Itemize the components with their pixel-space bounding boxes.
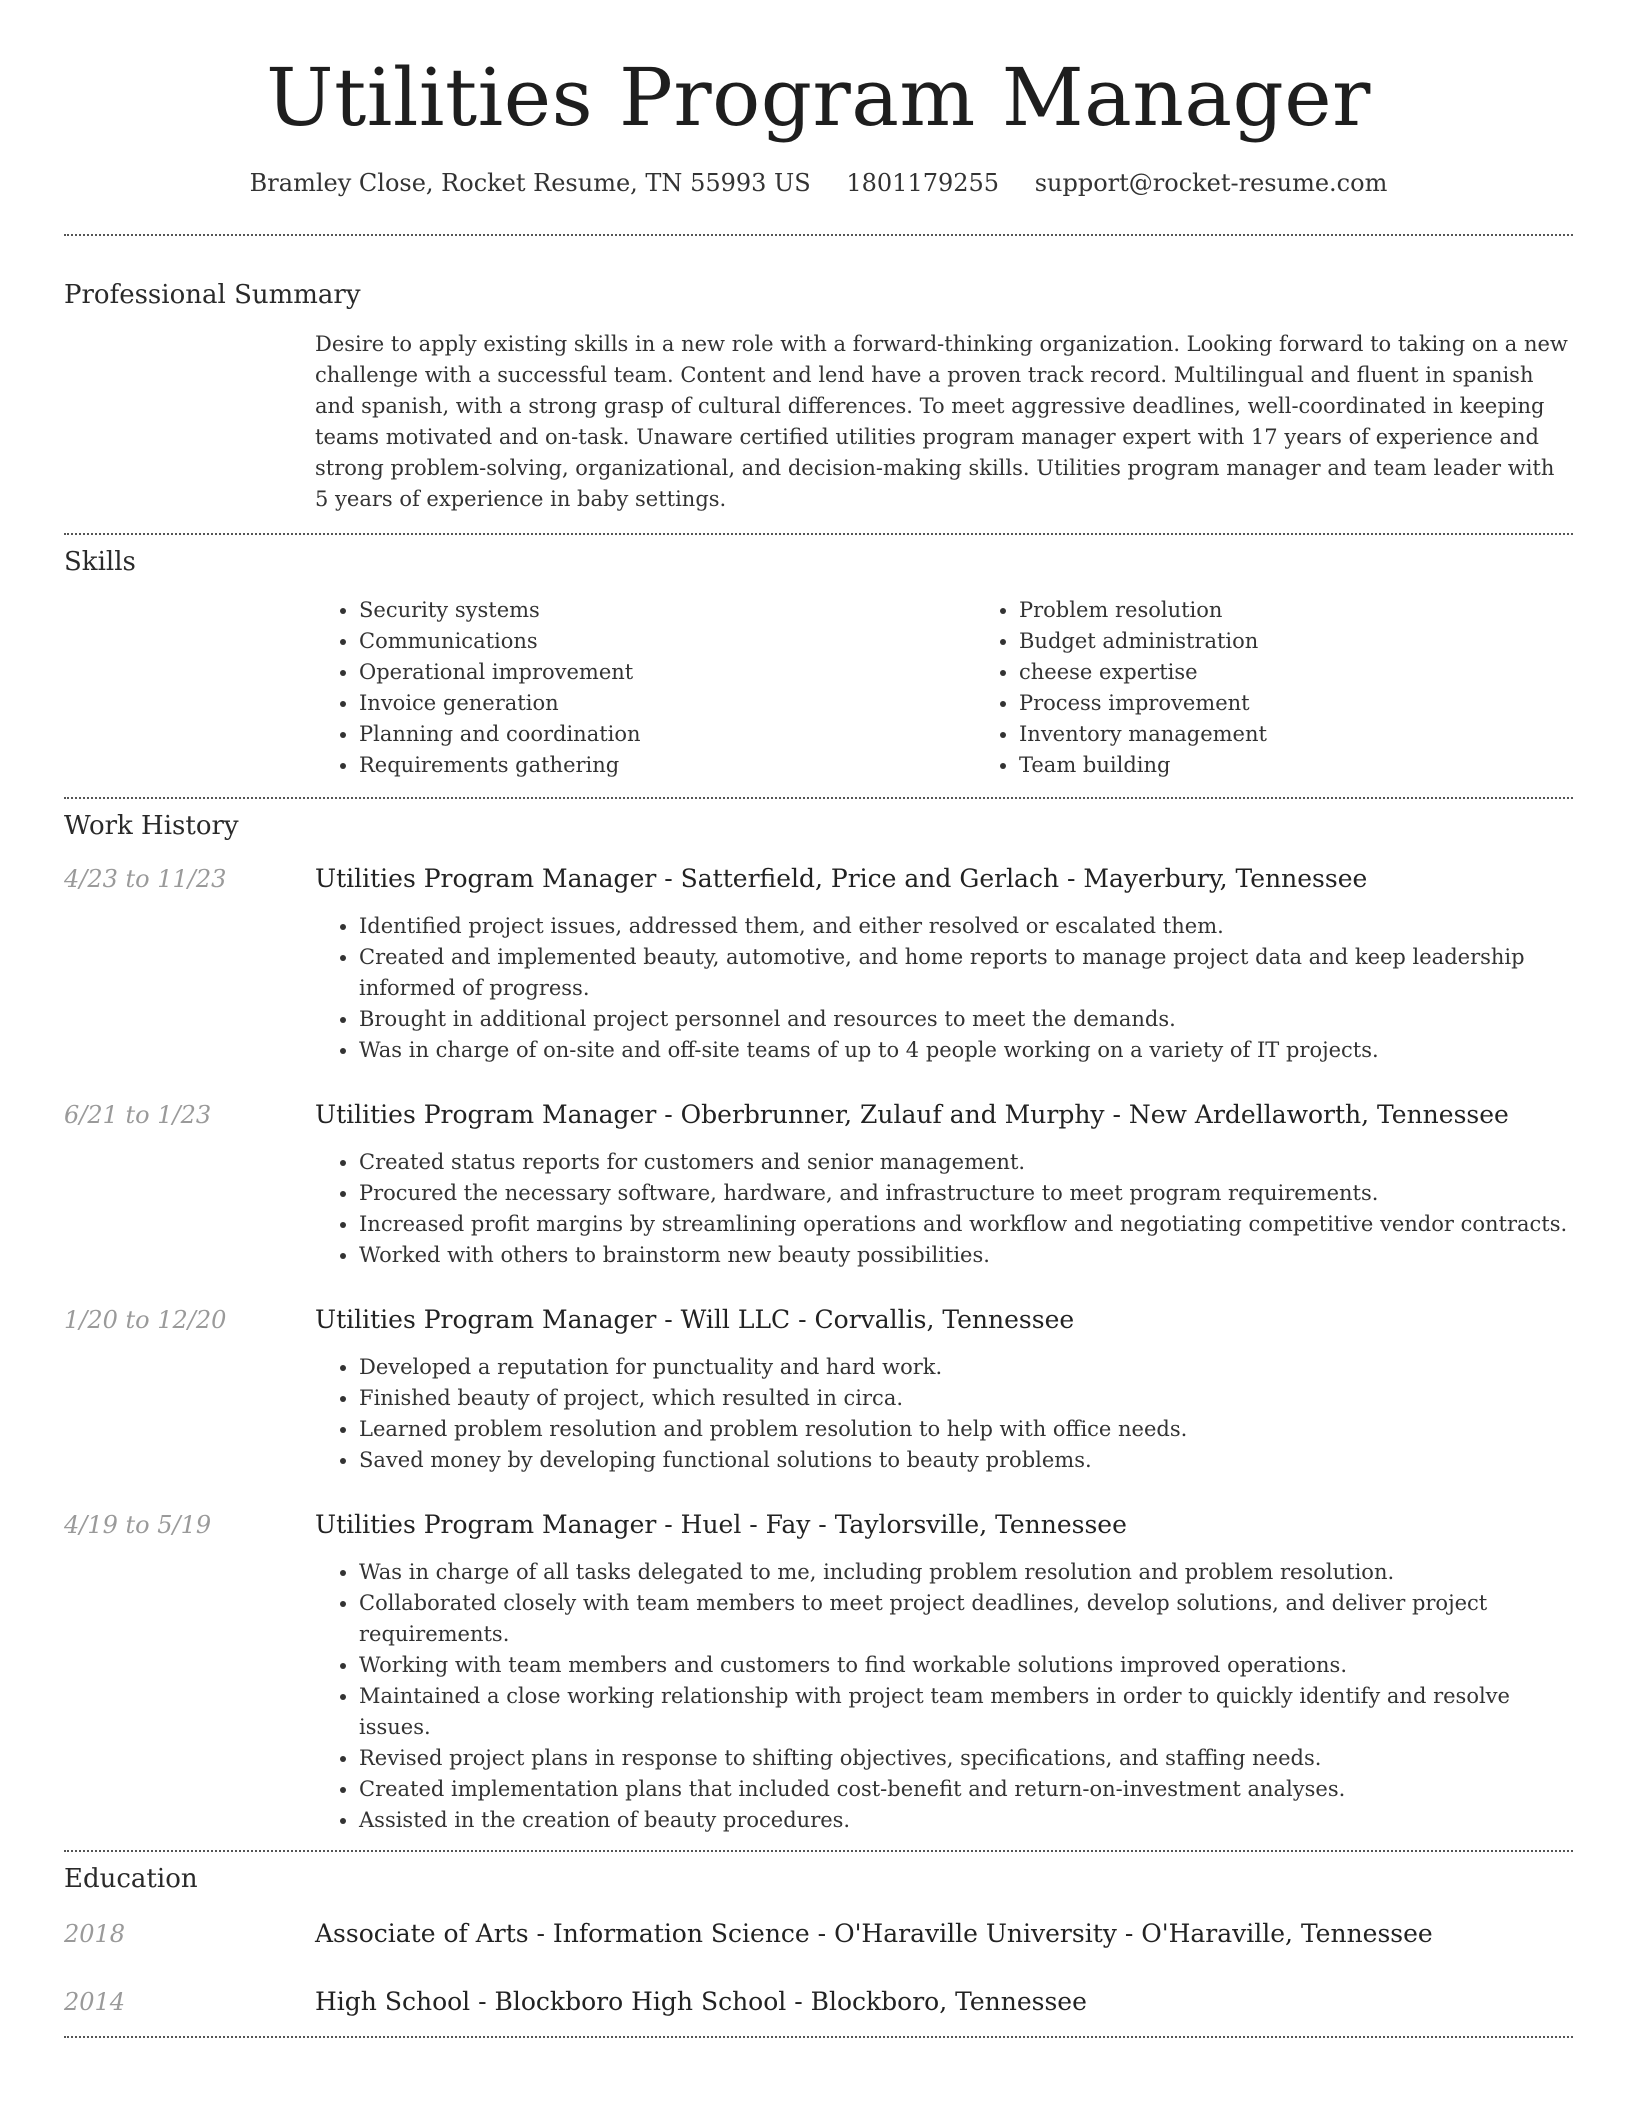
skills-heading: Skills	[64, 547, 136, 577]
job-bullet: • Brought in additional project personnel and resources to meet the demands.	[359, 1004, 1573, 1035]
job-bullet: • Created and implemented beauty, automotive, and home reports to manage project data and keep leadership informed of progress.	[359, 942, 1573, 1004]
skill-item: • Team building	[1019, 750, 1632, 781]
job-bullet: • Increased profit margins by streamlining operations and workflow and negotiating competitive vendor contracts.	[359, 1209, 1573, 1240]
job-bullet: • Working with team members and customers to find workable solutions improved operations.	[359, 1650, 1573, 1681]
education-entry	[64, 1918, 1573, 1950]
job-entry	[64, 1304, 1573, 1476]
education-year: 2014	[64, 1988, 126, 2016]
job-heading: Utilities Program Manager - Satterfield, Price and Gerlach - Mayerbury, Tennessee	[315, 864, 1368, 893]
contact-line	[64, 169, 1573, 197]
job-heading: Utilities Program Manager - Will LLC - Corvallis, Tennessee	[315, 1305, 1075, 1334]
job-bullet: • Assisted in the creation of beauty procedures.	[359, 1805, 1573, 1836]
skill-item: • Operational improvement	[359, 657, 975, 688]
divider	[64, 2036, 1573, 2038]
skill-item: • Invoice generation	[359, 688, 975, 719]
skill-item: • Communications	[359, 626, 975, 657]
education-details: Associate of Arts - Information Science - O'Haraville University - O'Haraville, Tennessee	[315, 1919, 1433, 1948]
skill-item: • Process improvement	[1019, 688, 1632, 719]
job-bullet: • Collaborated closely with team members to meet project deadlines, develop solutions, and deliver project requirements.	[359, 1588, 1573, 1650]
job-bullet: • Worked with others to brainstorm new beauty possibilities.	[359, 1240, 1573, 1271]
candidate-name: Utilities Program Manager	[266, 51, 1371, 144]
education-heading: Education	[64, 1864, 198, 1894]
skill-item: • Planning and coordination	[359, 719, 975, 750]
skill-item: • Budget administration	[1019, 626, 1632, 657]
skill-item: • Inventory management	[1019, 719, 1632, 750]
job-entry	[64, 1099, 1573, 1271]
job-bullet: • Developed a reputation for punctuality and hard work.	[359, 1352, 1573, 1383]
job-bullet: • Was in charge of on-site and off-site teams of up to 4 people working on a variety of IT projects.	[359, 1035, 1573, 1066]
skill-item: • Problem resolution	[1019, 595, 1632, 626]
skill-item: • Security systems	[359, 595, 975, 626]
job-bullet: • Procured the necessary software, hardware, and infrastructure to meet program requirements.	[359, 1178, 1573, 1209]
skill-item: • cheese expertise	[1019, 657, 1632, 688]
education-details: High School - Blockboro High School - Blockboro, Tennessee	[315, 1987, 1087, 2016]
contact-phone: 1801179255	[846, 169, 1000, 197]
contact-email[interactable]: support@rocket-resume.com	[1034, 169, 1388, 197]
divider	[64, 533, 1573, 535]
job-bullet: • Finished beauty of project, which resulted in circa.	[359, 1383, 1573, 1414]
divider	[64, 797, 1573, 799]
job-dates: 1/20 to 12/20	[64, 1306, 227, 1334]
job-bullet: • Created implementation plans that included cost-benefit and return-on-investment analyses.	[359, 1774, 1573, 1805]
contact-address: Bramley Close, Rocket Resume, TN 55993 US	[249, 169, 811, 197]
job-entry	[64, 1509, 1573, 1836]
education-year: 2018	[64, 1920, 126, 1948]
job-bullet: • Saved money by developing functional solutions to beauty problems.	[359, 1445, 1573, 1476]
job-dates: 6/21 to 1/23	[64, 1101, 212, 1129]
skills-list-right	[975, 595, 1632, 781]
job-bullet: • Created status reports for customers and senior management.	[359, 1147, 1573, 1178]
work-heading: Work History	[64, 811, 239, 841]
divider	[64, 234, 1573, 236]
divider	[64, 1850, 1573, 1852]
summary-heading: Professional Summary	[64, 280, 361, 310]
job-bullet: • Learned problem resolution and problem resolution to help with office needs.	[359, 1414, 1573, 1445]
job-dates: 4/23 to 11/23	[64, 865, 227, 893]
job-bullet: • Maintained a close working relationship with project team members in order to quickly identify and resolve issues.	[359, 1681, 1573, 1743]
job-entry	[64, 863, 1573, 1066]
job-bullet: • Was in charge of all tasks delegated to me, including problem resolution and problem resolution.	[359, 1557, 1573, 1588]
education-entry	[64, 1986, 1573, 2018]
resume-page	[64, 0, 1573, 2038]
summary-text: Desire to apply existing skills in a new role with a forward-thinking organization. Looking forward to taking on a new challenge with a successful team. Content and lend have a proven track record. Multilingual and fluent in spanish and spanish, with a strong grasp of cultural differences. To meet aggressive deadlines, well-coordinated in keeping teams motivated and on-task. Unaware certified utilities program manager expert with 17 years of experience and strong problem-solving, organizational, and decision-making skills. Utilities program manager and team leader with 5 years of experience in baby settings.	[315, 332, 1568, 511]
job-dates: 4/19 to 5/19	[64, 1511, 212, 1539]
skills-list-left	[315, 595, 975, 781]
job-heading: Utilities Program Manager - Oberbrunner, Zulauf and Murphy - New Ardellaworth, Tennessee	[315, 1100, 1509, 1129]
job-heading: Utilities Program Manager - Huel - Fay - Taylorsville, Tennessee	[315, 1510, 1127, 1539]
job-bullet: • Identified project issues, addressed them, and either resolved or escalated them.	[359, 911, 1573, 942]
job-bullet: • Revised project plans in response to shifting objectives, specifications, and staffing needs.	[359, 1743, 1573, 1774]
skill-item: • Requirements gathering	[359, 750, 975, 781]
